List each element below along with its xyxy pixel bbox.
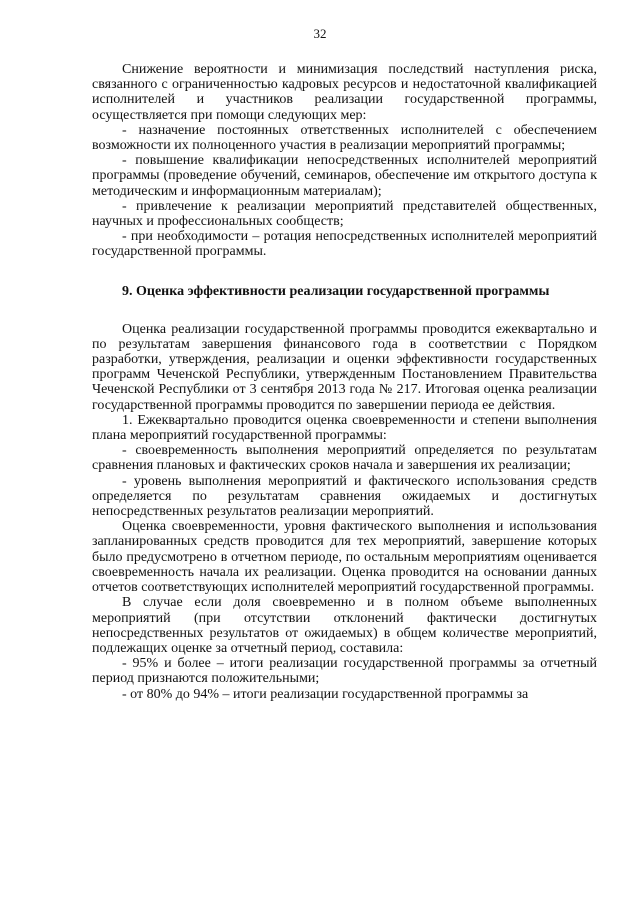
page-number: 32 bbox=[313, 26, 327, 41]
list-item: - своевременность выполнения мероприятий определяется по результатам сравнения плановых и фактических сроков начала и завершения их реализации; bbox=[92, 443, 597, 474]
list-item: - 95% и более – итоги реализации государственной программы за отчетный период признаются положительными; bbox=[92, 656, 597, 687]
list-item: - от 80% до 94% – итоги реализации государственной программы за bbox=[122, 686, 529, 702]
list-item: - при необходимости – ротация непосредственных исполнителей мероприятий государственной программы. bbox=[92, 229, 597, 260]
paragraph-quarterly-evaluation: 1. Ежеквартально проводится оценка своевременности и степени выполнения плана мероприятий государственной программы: bbox=[92, 412, 597, 444]
list-item: - повышение квалификации непосредственных исполнителей мероприятий программы (проведение обучений, семинаров, обеспечение им открытого доступа к методическим и информационным материалам); bbox=[92, 153, 597, 199]
list-item: - уровень выполнения мероприятий и фактического использования средств определяется по результатам сравнения ожидаемых и достигнутых непосредственных результатов реализации мероприятий. bbox=[92, 473, 597, 520]
page-content bbox=[92, 62, 597, 702]
section-heading: 9. Оценка эффективности реализации государственной программы bbox=[122, 283, 550, 299]
paragraph-risk-mitigation-intro: Снижение вероятности и минимизация последствий наступления риска, связанного с ограниченностью кадровых ресурсов и недостаточной квалификацией исполнителей и участников реализации государственной программы, осуществляется при помощи следующих мер: bbox=[92, 62, 597, 123]
list-item: - привлечение к реализации мероприятий представителей общественных, научных и профессиональных сообществ; bbox=[92, 198, 597, 230]
paragraph-completion-share: В случае если доля своевременно и в полном объеме выполненных мероприятий (при отсутствии отклонений фактически достигнутых непосредственных результатов от ожидаемых) в общем количестве мероприятий, подлежащих оценке за отчетный период, составила: bbox=[92, 595, 597, 656]
paragraph-evaluation-procedure: Оценка реализации государственной программы проводится ежеквартально и по результатам завершения финансового года в соответствии с Порядком разработки, утверждения, реализации и оценки эффективности государственных программ Чеченской Республики, утвержденным Постановлением Правительства Чеченской Республики от 3 сентября 2013 года № 217. Итоговая оценка реализации государственной программы проводится по завершении периода ее действия. bbox=[92, 321, 597, 413]
paragraph-evaluation-scope: Оценка своевременности, уровня фактического выполнения и использования запланированных средств проводится для тех мероприятий, завершение которых было предусмотрено в отчетном периоде, по остальным мероприятиям оценивается своевременность начала их реализации. Оценка проводится на основании данных отчетов соответствующих исполнителей мероприятий государственной программы. bbox=[92, 519, 597, 596]
list-item: - назначение постоянных ответственных исполнителей с обеспечением возможности их полноценного участия в реализации мероприятий программы; bbox=[92, 122, 597, 154]
